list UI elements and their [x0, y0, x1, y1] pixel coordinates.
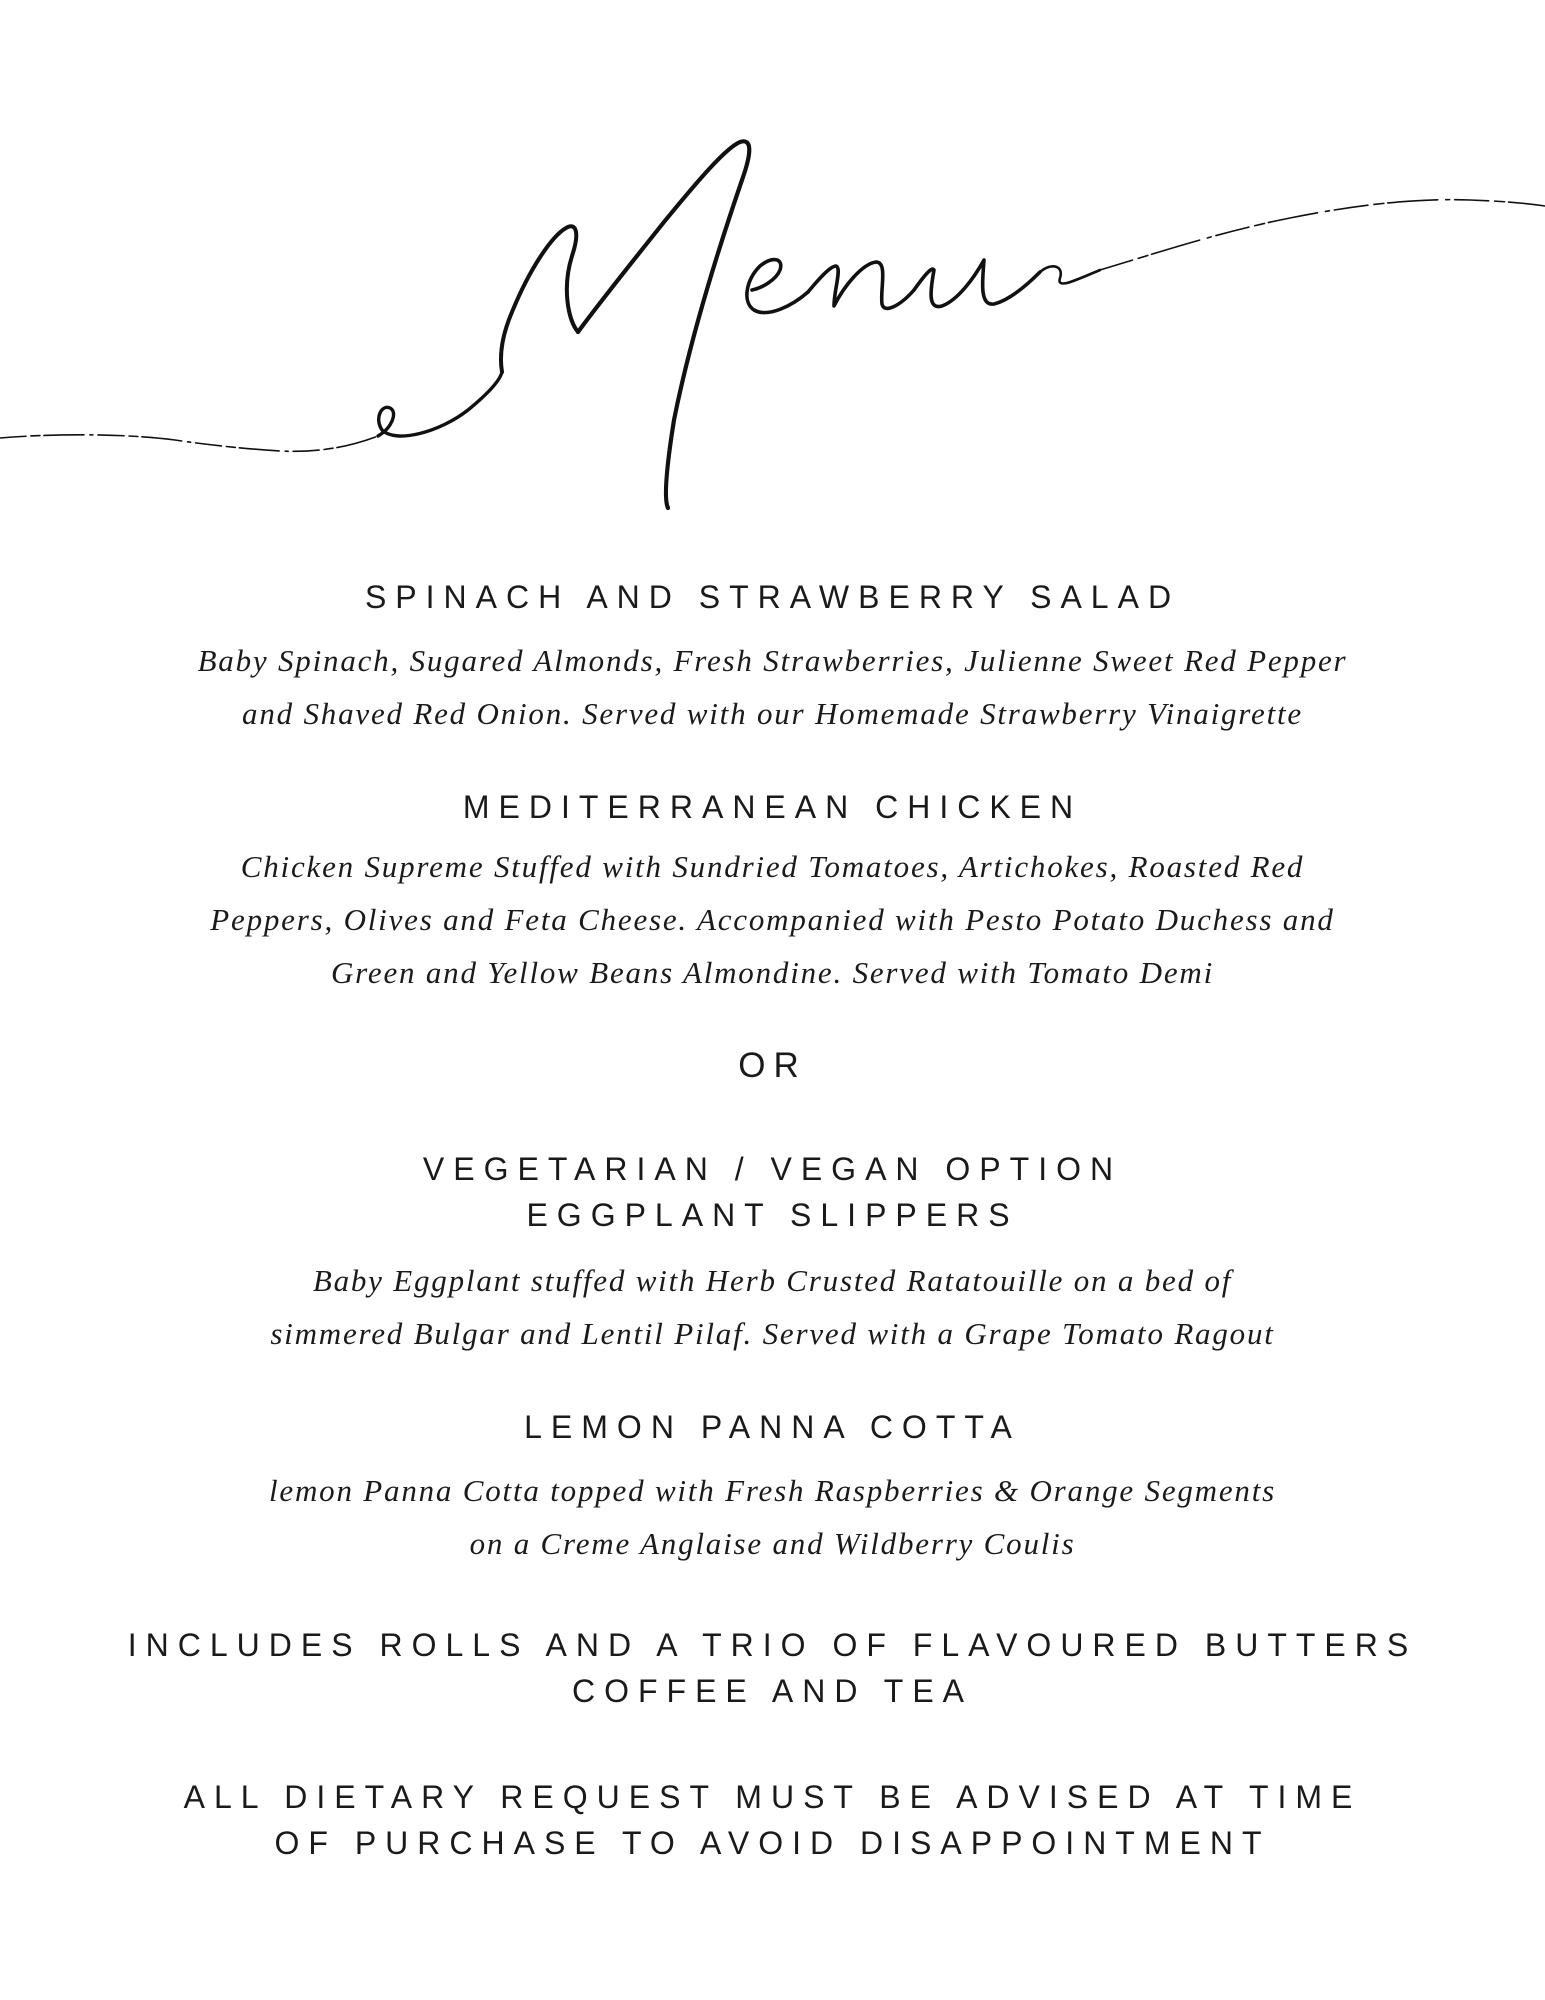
includes-line: COFFEE AND TEA: [571, 1673, 973, 1709]
description-line: and Shaved Red Onion. Served with our Homemade Strawberry Vinaigrette: [242, 696, 1303, 731]
description-line: on a Creme Anglaise and Wildberry Coulis: [469, 1526, 1076, 1561]
description-line: Baby Eggplant stuffed with Herb Crusted Ratatouille on a bed of: [312, 1263, 1233, 1298]
dietary-line: OF PURCHASE TO AVOID DISAPPOINTMENT: [274, 1825, 1271, 1861]
description-line: Baby Spinach, Sugared Almonds, Fresh Strawberries, Julienne Sweet Red Pepper: [197, 643, 1348, 678]
includes-note: [0, 1622, 1545, 1714]
description-line: Chicken Supreme Stuffed with Sundried Tomatoes, Artichokes, Roasted Red: [240, 849, 1305, 884]
dietary-note: [0, 1774, 1545, 1866]
heading-line: VEGETARIAN / VEGAN OPTION: [422, 1151, 1123, 1187]
or-separator: OR: [738, 1046, 807, 1085]
menu-title-flourish: [0, 120, 1545, 540]
description-line: lemon Panna Cotta topped with Fresh Raspberries & Orange Segments: [268, 1473, 1277, 1508]
dietary-line: ALL DIETARY REQUEST MUST BE ADVISED AT TIME: [183, 1779, 1362, 1815]
menu-item-heading: [0, 784, 1545, 830]
menu-item-description: [0, 840, 1545, 999]
heading-line: SPINACH AND STRAWBERRY SALAD: [364, 579, 1181, 615]
heading-line: MEDITERRANEAN CHICKEN: [462, 789, 1083, 825]
menu-title-script: [0, 120, 1545, 540]
menu-item-heading: [0, 1404, 1545, 1450]
description-line: Green and Yellow Beans Almondine. Served with Tomato Demi: [330, 955, 1215, 990]
menu-item-heading: [0, 1146, 1545, 1238]
menu-item-description: [0, 1464, 1545, 1570]
description-line: Peppers, Olives and Feta Cheese. Accompanied with Pesto Potato Duchess and: [210, 902, 1335, 937]
includes-line: INCLUDES ROLLS AND A TRIO OF FLAVOURED BUTTERS: [127, 1627, 1418, 1663]
menu-item-description: [0, 1254, 1545, 1360]
description-line: simmered Bulgar and Lentil Pilaf. Served with a Grape Tomato Ragout: [270, 1316, 1275, 1351]
menu-item-description: [0, 634, 1545, 740]
heading-line: LEMON PANNA COTTA: [524, 1409, 1021, 1445]
heading-line: EGGPLANT SLIPPERS: [526, 1197, 1019, 1233]
menu-item-heading: [0, 574, 1545, 620]
